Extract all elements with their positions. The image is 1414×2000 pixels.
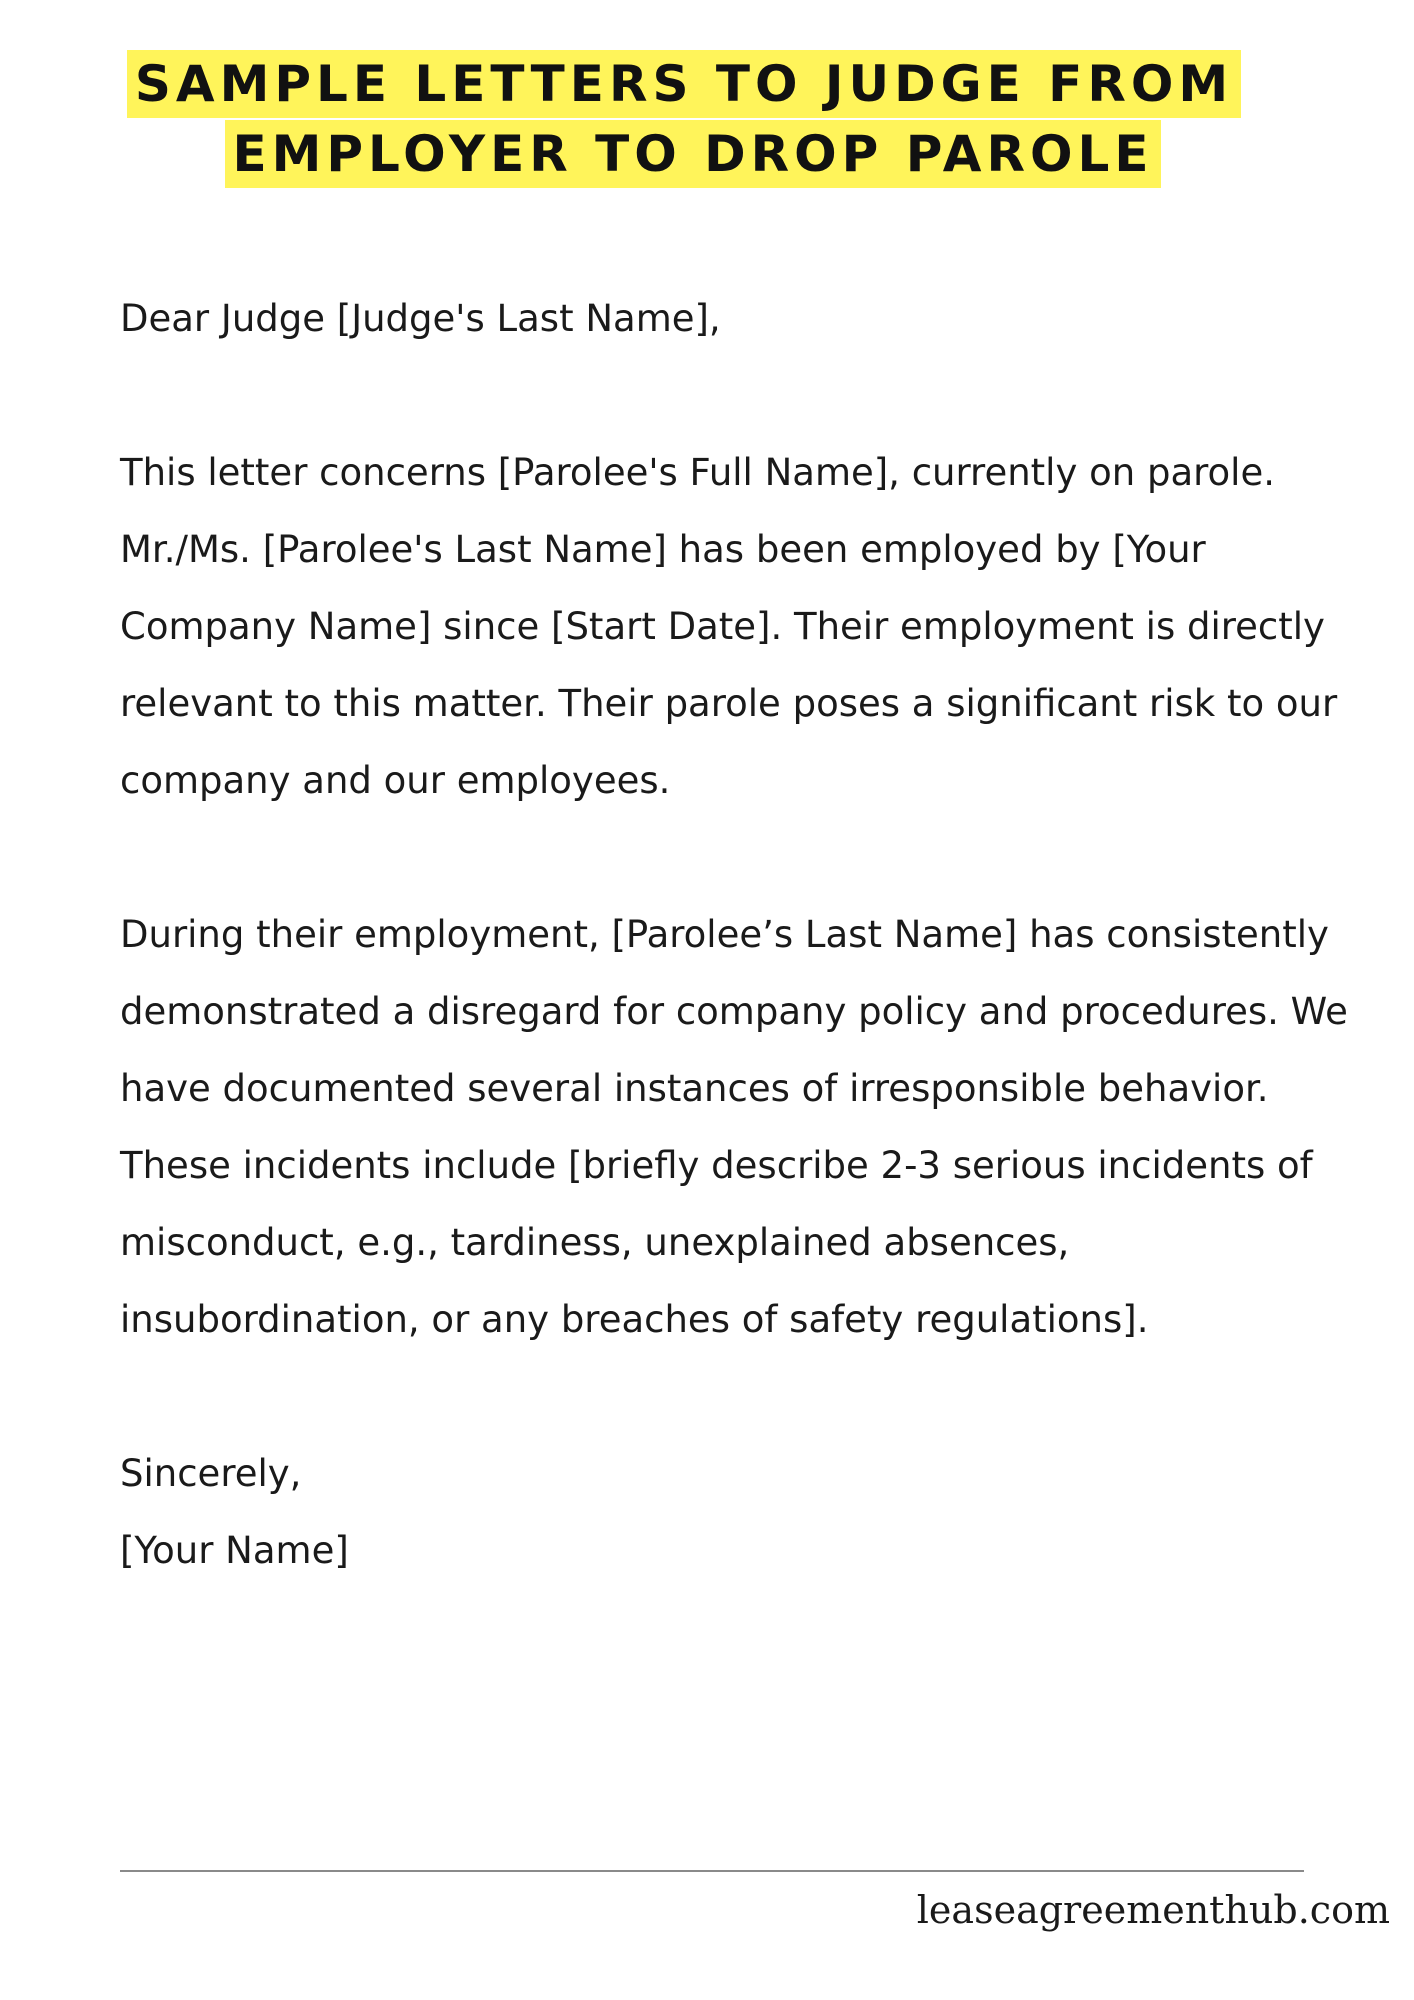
closing-text: Sincerely, — [120, 1452, 302, 1495]
letter-greeting: Dear Judge [Judge's Last Name], — [120, 297, 721, 340]
letter-body — [120, 280, 1360, 1589]
footer-divider — [120, 1870, 1304, 1872]
letter-closing — [120, 1435, 1360, 1589]
signature-placeholder: [Your Name] — [120, 1529, 349, 1572]
document-title — [0, 50, 1414, 188]
title-line-1: SAMPLE LETTERS TO JUDGE FROM — [127, 50, 1241, 118]
letter-paragraph-2: During their employment, [Parolee’s Last Name] has consistently demonstrated a disregard for company policy and procedures. We have documented several instances of irresponsible behavior. These incidents include [briefly describe 2-3 serious incidents of misconduct, e.g., tardiness, unexplained absences, insubordination, or any breaches of safety regulations]. — [120, 913, 1348, 1341]
footer-website: leaseagreementhub.com — [916, 1888, 1390, 1932]
title-line-2: EMPLOYER TO DROP PAROLE — [225, 120, 1162, 188]
letter-paragraph-1: This letter concerns [Parolee's Full Name], currently on parole. Mr./Ms. [Parolee's Last Name] has been employed by [Your Company Name] since [Start Date]. Their employment is directly relevant to this matter. Their parole poses a significant risk to our company and our employees. — [120, 451, 1338, 802]
